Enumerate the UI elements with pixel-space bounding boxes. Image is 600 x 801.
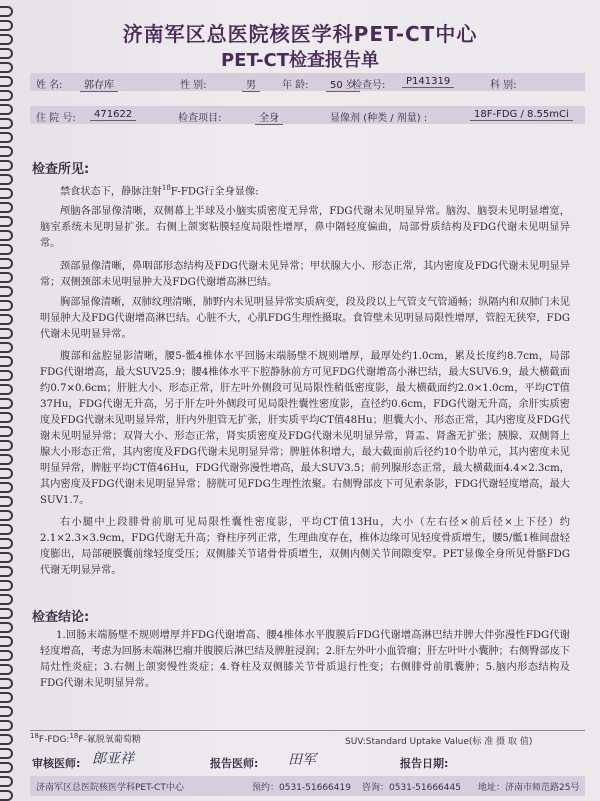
intro-text-pre: 禁食状态下，静脉注射	[60, 186, 162, 198]
findings-neck: 颈部显像清晰，鼻咽部形态结构及FDG代谢未见异常；甲状腺大小、形态正常，其内密度及FDG代谢未见明显异常；双侧颈部未见明显肿大及FDG代谢增高淋巴结。	[40, 261, 570, 288]
findings-bone: 右小腿中上段腓骨前肌可见局限性囊性密度影，平均CT值13Hu，大小（左右径×前后径×上下径）约2.1×2.3×3.9cm，FDG代谢无升高；脊柱序列正常，生理曲度存在，椎体边缘可见轻度骨质增生，腰5/骶1椎间盘轻度膨出，局部硬膜囊前缘轻度受压；双侧膝关节诸骨骨质增生，双侧内侧关节间隙变窄。PET显像全身所见骨骼FDG代谢无明显异常。	[40, 517, 570, 576]
contact-footer	[30, 776, 585, 796]
spiral-ring	[0, 272, 13, 283]
spiral-ring	[0, 482, 13, 493]
spiral-ring	[0, 314, 13, 325]
intro-superscript: 18	[161, 184, 171, 192]
intro-text-post: F-FDG行全身显像:	[170, 186, 259, 198]
findings-intro	[40, 180, 570, 200]
spiral-ring	[0, 468, 13, 479]
patient-age: 50 岁	[326, 76, 360, 92]
spiral-ring	[0, 146, 13, 157]
spiral-ring	[0, 636, 13, 647]
spiral-ring	[0, 734, 13, 745]
spiral-ring	[0, 496, 13, 507]
spiral-ring	[0, 300, 13, 311]
spiral-ring	[0, 76, 13, 87]
patient-info-row-2	[30, 106, 585, 124]
spiral-ring	[0, 174, 13, 185]
spiral-ring	[0, 524, 13, 535]
spiral-ring	[0, 132, 13, 143]
spiral-ring	[0, 608, 13, 619]
reviewer-signature: 郎亚祥	[92, 751, 134, 767]
reporter-label: 报告医师:	[210, 757, 259, 770]
spiral-ring	[0, 566, 13, 577]
fdg-sup-1: 18	[30, 732, 39, 740]
reporter-signature: 田军	[288, 752, 316, 768]
spiral-ring	[0, 594, 13, 605]
spiral-ring	[0, 776, 13, 787]
findings-heading: 检查所见:	[32, 162, 90, 177]
fdg-abbr: F-FDG:	[38, 735, 70, 745]
spiral-ring	[0, 426, 13, 437]
report-date-label: 报告日期:	[400, 757, 449, 770]
spiral-ring	[0, 258, 13, 269]
spiral-ring	[0, 790, 13, 801]
dept-label: 科 别:	[490, 80, 517, 91]
conclusion-heading: 检查结论:	[32, 610, 90, 625]
footer-org: 济南军区总医院核医学科PET-CT中心	[36, 783, 184, 793]
footnote-divider	[30, 730, 585, 731]
findings-abdomen: 腹部和盆腔显影清晰，腰5-骶4椎体水平回肠末端肠壁不规则增厚，最厚处约1.0cm，累及长度约8.7cm，局部FDG代谢增高，最大SUV25.9；腰4椎体水平下腔静脉前方可见FDG代谢增高小淋巴结，最大SUV6.9，最大横截面约0.7×0.6cm；肝脏大小、形态正常，肝左叶外侧段可见局限性稍低密度影，最大横截面约2.0×1.0cm，平均CT值37Hu，FDG代谢无升高，另于肝左叶外侧段可见局限性囊性密度影，直径约0.6cm，FDG代谢无升高，余肝实质密度及FDG代谢未见明显异常，肝内外胆管无扩张，肝实质平均CT值48Hu；胆囊大小、形态正常，其内密度及FDG代谢未见明显异常；双肾大小、形态正常，肾实质密度及FDG代谢未见明显异常，肾盂、肾盏无扩张；胰腺、双侧肾上腺大小形态正常，其内密度及FDG代谢未见明显异常；脾脏体积增大，最大截面前后径约10个肋单元，其内密度未见明显异常，脾脏平均CT值46Hu，FDG代谢弥漫性增高，最大SUV3.5；前列腺形态正常，最大横截面4.4×2.3cm，其内密度及FDG代谢未见明显异常；膀胱可见FDG生理性浓聚。右侧臀部皮下可见索条影，FDG代谢轻度增高，最大SUV1.7。	[40, 351, 570, 506]
fdg-sup-2: 18	[69, 732, 79, 740]
hospital-title: 济南军区总医院核医学科PET-CT中心	[122, 22, 478, 46]
spiral-ring	[0, 356, 13, 367]
footer-address: 地址：济南市师范路25号	[478, 783, 580, 793]
spiral-ring	[0, 706, 13, 717]
spiral-ring	[0, 216, 13, 227]
sex-label: 性 别:	[180, 80, 207, 91]
agent-label: 显像剂 (种类 / 剂量) :	[330, 113, 428, 124]
patient-sex: 男	[242, 76, 260, 92]
fdg-definition: F-氟脱氧葡萄糖	[78, 735, 141, 745]
spiral-ring	[0, 384, 13, 395]
spiral-ring	[0, 188, 13, 199]
exam-no: P141319	[402, 76, 454, 88]
spiral-ring	[0, 762, 13, 773]
item-label: 检查项目:	[178, 113, 222, 124]
spiral-ring	[0, 398, 13, 409]
spiral-ring	[0, 160, 13, 171]
age-label: 年 龄:	[282, 80, 309, 91]
spiral-ring	[0, 664, 13, 675]
spiral-ring	[0, 6, 13, 17]
name-label: 姓 名:	[36, 80, 63, 91]
spiral-ring	[0, 104, 13, 115]
inpatient-no: 471622	[90, 109, 136, 121]
spiral-ring	[0, 622, 13, 633]
spiral-ring	[0, 328, 13, 339]
findings-chest: 胸部显像清晰，双肺纹理清晰，肺野内未见明显异常实质病变，段及段以上气管支气管通畅；纵隔内和双肺门未见明显肿大及FDG代谢增高淋巴结。心脏不大，心肌FDG生理性摄取。食管壁未见明显局限性增厚，管腔无狭窄，FDG代谢未见明显异常。	[40, 297, 570, 340]
signature-row	[30, 752, 585, 772]
spiral-ring	[0, 678, 13, 689]
spiral-ring	[0, 454, 13, 465]
fdg-footnote	[30, 732, 141, 745]
spiral-ring	[0, 552, 13, 563]
spiral-ring	[0, 202, 13, 213]
spiral-ring	[0, 342, 13, 353]
patient-name: 郭存库	[80, 76, 118, 92]
report-title: PET-CT检查报告单	[220, 50, 380, 71]
imaging-agent: 18F-FDG / 8.55mCi	[470, 109, 573, 121]
spiral-ring	[0, 244, 13, 255]
spiral-ring	[0, 370, 13, 381]
spiral-ring	[0, 650, 13, 661]
spiral-ring	[0, 748, 13, 759]
footer-consult: 咨询：0531-51666445	[362, 783, 461, 793]
spiral-ring	[0, 286, 13, 297]
exam-item: 全身	[255, 109, 283, 125]
spiral-ring	[0, 580, 13, 591]
spiral-ring	[0, 538, 13, 549]
spiral-ring	[0, 440, 13, 451]
spiral-binding	[0, 0, 14, 800]
conclusion-text: 1.回肠末端肠壁不规则增厚并FDG代谢增高、腰4椎体水平腹膜后FDG代谢增高淋巴结并脾大伴弥漫性FDG代谢轻度增高，考虑为回肠末端淋巴瘤并腹膜后淋巴结及脾脏浸润；2.肝左外叶小血管瘤；肝左叶叶小囊肿；右侧臀部皮下局灶性炎症；3.右侧上颌窦慢性炎症；4.脊柱及双侧膝关节骨质退行性变；右侧腓骨前肌囊肿；5.脑内形态结构及FDG代谢未见明显异常。	[40, 630, 570, 689]
suv-footnote: SUV:Standard Uptake Value(标 准 摄 取 值)	[345, 737, 533, 747]
exam-no-label: 检查号:	[352, 80, 386, 91]
spiral-ring	[0, 510, 13, 521]
spiral-ring	[0, 692, 13, 703]
patient-info-row-1	[30, 73, 585, 91]
spiral-ring	[0, 412, 13, 423]
reviewer-label: 审核医师:	[32, 757, 81, 770]
spiral-ring	[0, 230, 13, 241]
spiral-ring	[0, 90, 13, 101]
findings-brain: 颅脑各部显像清晰，双侧幕上半球及小脑实质密度无异常，FDG代谢未见明显异常。脑沟、脑裂未见明显增宽，脑室系统未见明显扩张。右侧上颌窦粘膜轻度局限性增厚，鼻中隔轻度偏曲，局部骨质结构及FDG代谢未见明显异常。	[40, 206, 570, 249]
spiral-ring	[0, 720, 13, 731]
inpatient-label: 住 院 号:	[36, 113, 76, 124]
spiral-ring	[0, 118, 13, 129]
footer-booking: 预约：0531-51666419	[252, 783, 351, 793]
